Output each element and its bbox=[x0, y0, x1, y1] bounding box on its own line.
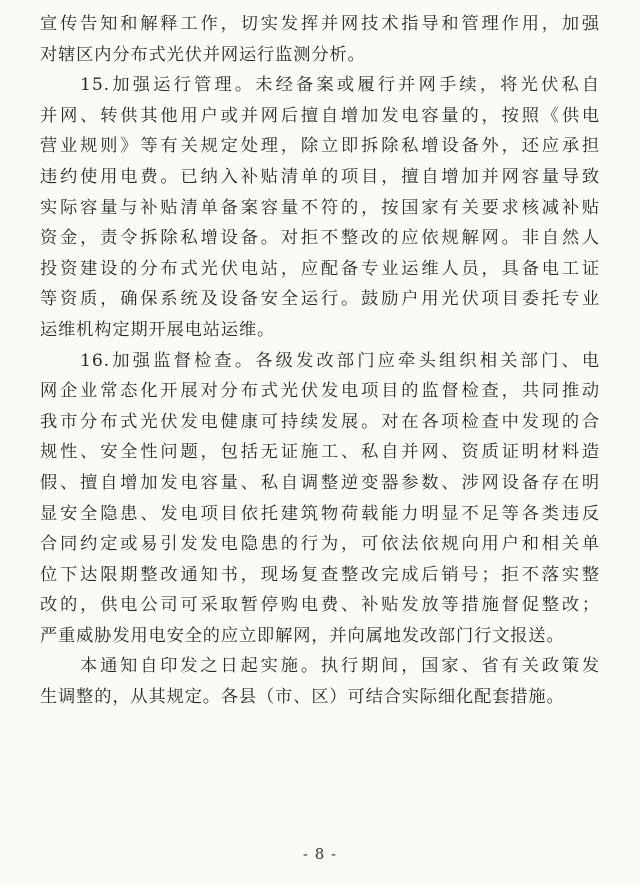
closing-paragraph-first-line: 本通知自印发之日起实施。执行期间，国家、省有关政策发 bbox=[80, 656, 600, 677]
text-line: 实际容量与补贴清单备案容量不符的，按国家有关要求核减补贴 bbox=[40, 197, 600, 218]
text-line: 假、擅自增加发电容量、私自调整逆变器参数、涉网设备存在明 bbox=[40, 472, 600, 493]
text-line: 我市分布式光伏发电健康可持续发展。对在各项检查中发现的合 bbox=[40, 411, 600, 432]
text-line: 显安全隐患、发电项目依托建筑物荷载能力明显不足等各类违反 bbox=[40, 503, 600, 524]
text-line: 严重威胁发用电安全的应立即解网，并向属地发改部门行文报送。 bbox=[40, 625, 565, 646]
text-line: 对辖区内分布式光伏并网运行监测分析。 bbox=[40, 44, 366, 65]
section-16-first-line: 16.加强监督检查。各级发改部门应牵头组织相关部门、电 bbox=[80, 350, 600, 371]
text-line: 投资建设的分布式光伏电站，应配备专业运维人员，具备电工证 bbox=[40, 258, 600, 279]
text-line: 违约使用电费。已纳入补贴清单的项目，擅自增加并网容量导致 bbox=[40, 166, 600, 187]
page-number: - 8 - bbox=[302, 845, 338, 863]
text-line: 改的，供电公司可采取暂停购电费、补贴发放等措施督促整改； bbox=[40, 595, 600, 616]
text-line: 资金，责令拆除私增设备。对拒不整改的应依规解网。非自然人 bbox=[40, 228, 600, 249]
text-line: 并网、转供其他用户或并网后擅自增加发电容量的，按照《供电 bbox=[40, 105, 600, 126]
text-line: 生调整的，从其规定。各县（市、区）可结合实际细化配套措施。 bbox=[40, 687, 565, 708]
text-line: 宣传告知和解释工作，切实发挥并网技术指导和管理作用，加强 bbox=[40, 14, 600, 34]
text-line: 网企业常态化开展对分布式光伏发电项目的监督检查，共同推动 bbox=[40, 381, 600, 402]
text-line: 位下达限期整改通知书，现场复查整改完成后销号；拒不落实整 bbox=[40, 564, 600, 585]
section-15-first-line: 15.加强运行管理。未经备案或履行并网手续，将光伏私自 bbox=[80, 75, 600, 96]
text-line: 等资质，确保系统及设备安全运行。鼓励户用光伏项目委托专业 bbox=[40, 289, 600, 310]
text-line: 合同约定或易引发发电隐患的行为，可依法依规向用户和相关单 bbox=[40, 534, 600, 555]
text-line: 规性、安全性问题，包括无证施工、私自并网、资质证明材料造 bbox=[40, 442, 600, 463]
text-line: 营业规则》等有关规定处理，除立即拆除私增设备外，还应承担 bbox=[40, 136, 600, 157]
text-line: 运维机构定期开展电站运维。 bbox=[40, 319, 276, 340]
